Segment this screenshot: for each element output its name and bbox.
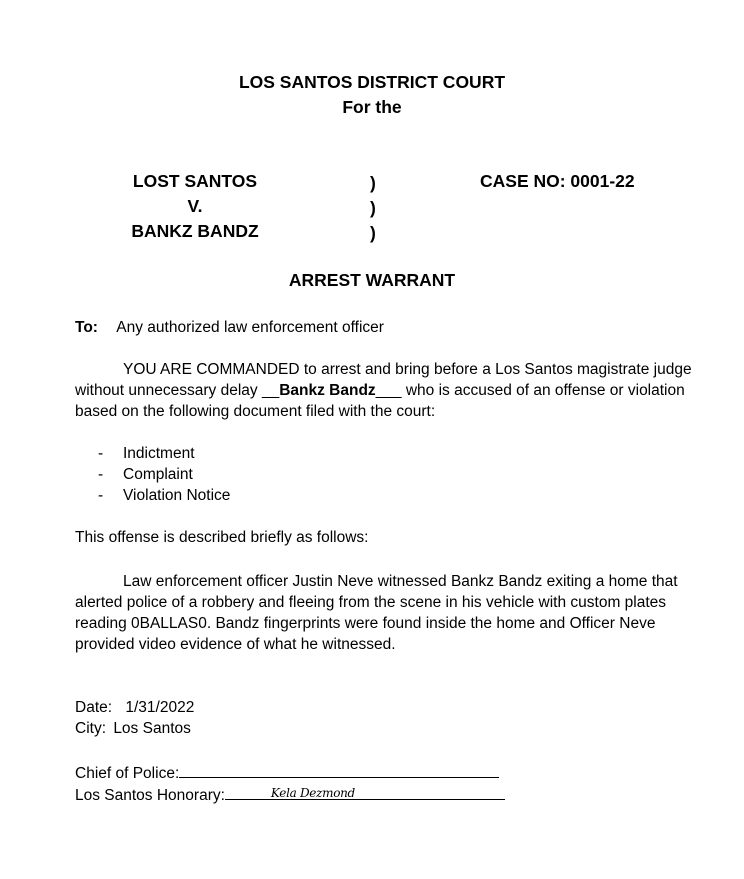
command-text-start: YOU ARE COMMANDED to arrest and bring before a Los Santos magistrate judge without unnecessary delay __ — [75, 361, 692, 399]
caption-paren: ) — [370, 198, 376, 218]
city-line — [75, 720, 191, 738]
list-item: Indictment — [123, 445, 195, 462]
date-value: 1/31/2022 — [125, 699, 195, 716]
court-title: LOS SANTOS DISTRICT COURT — [238, 72, 506, 92]
honorary-label: Los Santos Honorary: — [75, 787, 225, 804]
command-text-end: ___ who is accused of an offense or violation based on the following document filed with the court: — [75, 382, 685, 420]
honorary-signature-blank — [225, 784, 505, 800]
date-line — [75, 699, 194, 717]
offense-paragraph — [75, 571, 715, 655]
versus-label: V. — [187, 196, 203, 216]
list-bullet: - — [98, 466, 104, 483]
offense-description: Law enforcement officer Justin Neve witnessed Bankz Bandz exiting a home that alerted police of a robbery and fleeing from the scene in his vehicle with custom plates reading 0BALLAS0. Bandz fingerprints were found inside the home and Officer Neve provided video evidence of what he witnessed. — [75, 573, 678, 653]
command-paragraph — [75, 359, 715, 422]
handwritten-signature: Kela Dezmond — [270, 786, 355, 800]
case-number: CASE NO: 0001-22 — [480, 171, 635, 191]
city-label: City: — [75, 720, 106, 737]
list-item: Complaint — [123, 466, 193, 483]
document-title: ARREST WARRANT — [288, 270, 456, 290]
plaintiff-name: LOST SANTOS — [132, 171, 258, 191]
to-value: Any authorized law enforcement officer — [116, 319, 384, 336]
city-value: Los Santos — [113, 720, 191, 737]
defendant-name: BANKZ BANDZ — [131, 221, 259, 241]
list-bullet: - — [98, 445, 104, 462]
caption-paren: ) — [370, 223, 376, 243]
date-label: Date: — [75, 699, 113, 716]
accused-name: Bankz Bandz — [279, 382, 376, 399]
caption-paren: ) — [370, 173, 376, 193]
list-bullet: - — [98, 487, 104, 504]
honorary-signature-line — [75, 784, 505, 805]
to-label: To: — [75, 319, 98, 336]
chief-signature-line — [75, 762, 499, 783]
chief-signature-blank — [179, 762, 499, 778]
chief-label: Chief of Police: — [75, 765, 180, 782]
list-item: Violation Notice — [123, 487, 231, 504]
to-line — [75, 319, 384, 337]
for-the-line: For the — [342, 97, 402, 117]
offense-intro: This offense is described briefly as follows: — [75, 529, 369, 546]
